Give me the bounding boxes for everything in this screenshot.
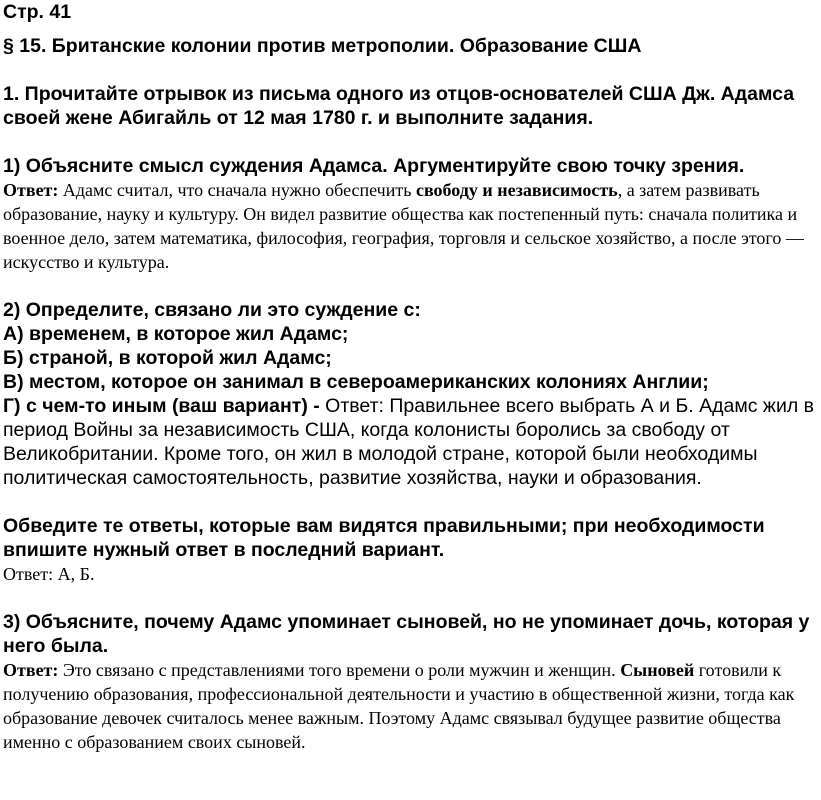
task1-title: 1. Прочитайте отрывок из письма одного из отцов-основателей США Дж. Адамса своей жене Абигайль от 12 мая 1780 г. и выполните задания.	[3, 83, 795, 129]
page-label: Стр. 41	[3, 1, 72, 23]
q3-answer	[3, 658, 815, 754]
q2-answer: Ответ: Правильнее всего выбрать А и Б. Адамс жил в период Войны за независимость США, когда колонисты боролись за свободу от Великобритании. Кроме того, он жил в молодой стране, которой были необходимы политическая самостоятельность, развитие хозяйства, науки и образования.	[3, 395, 814, 489]
q3-answer-part2: готовили к получению образования, профессиональной деятельности и участию в общественной жизни, тогда как образование девочек считалось менее важным. Поэтому Адамс связывал будущее развитие общества именно с образованием своих сыновей.	[3, 660, 795, 752]
q2-option-b: Б) страной, в которой жил Адамс;	[3, 347, 332, 369]
q3-answer-part1: Это связано с представлениями того времени о роли мужчин и женщин.	[58, 660, 621, 680]
q3-answer-bold: Сыновей	[620, 660, 695, 680]
q1-answer-part2: , а затем развивать образование, науку и культуру. Он видел развитие общества как постепенный путь: сначала политика и военное дело, затем математика, философия, география, торговля и сельское хозяйство, а после этого — искусство и культура.	[3, 180, 804, 272]
q2-question: 2) Определите, связано ли это суждение с:	[3, 299, 421, 321]
q2-option-d-label: Г) с чем-то иным (ваш вариант) -	[3, 395, 326, 417]
q1-answer	[3, 178, 815, 274]
q1-answer-label: Ответ:	[3, 180, 59, 200]
q3-answer-label: Ответ:	[3, 660, 59, 680]
circle-answer: Ответ: А, Б.	[3, 564, 95, 584]
circle-instruction: Обведите те ответы, которые вам видятся правильными; при необходимости впишите нужный ответ в последний вариант.	[3, 515, 765, 561]
section-title: § 15. Британские колонии против метрополии. Образование США	[3, 35, 642, 57]
q3-question: 3) Объясните, почему Адамс упоминает сыновей, но не упоминает дочь, которая у него была.	[3, 611, 810, 657]
q1-answer-bold: свободу и независимость	[415, 180, 618, 200]
q2-option-c: В) местом, которое он занимал в североамериканских колониях Англии;	[3, 371, 709, 393]
q2-option-d	[3, 394, 815, 490]
q1-answer-part1: Адамс считал, что сначала нужно обеспечить	[58, 180, 416, 200]
q1-question: 1) Объясните смысл суждения Адамса. Аргументируйте свою точку зрения.	[3, 155, 745, 177]
document-page	[3, 0, 815, 754]
q2-option-a: А) временем, в которое жил Адамс;	[3, 323, 349, 345]
